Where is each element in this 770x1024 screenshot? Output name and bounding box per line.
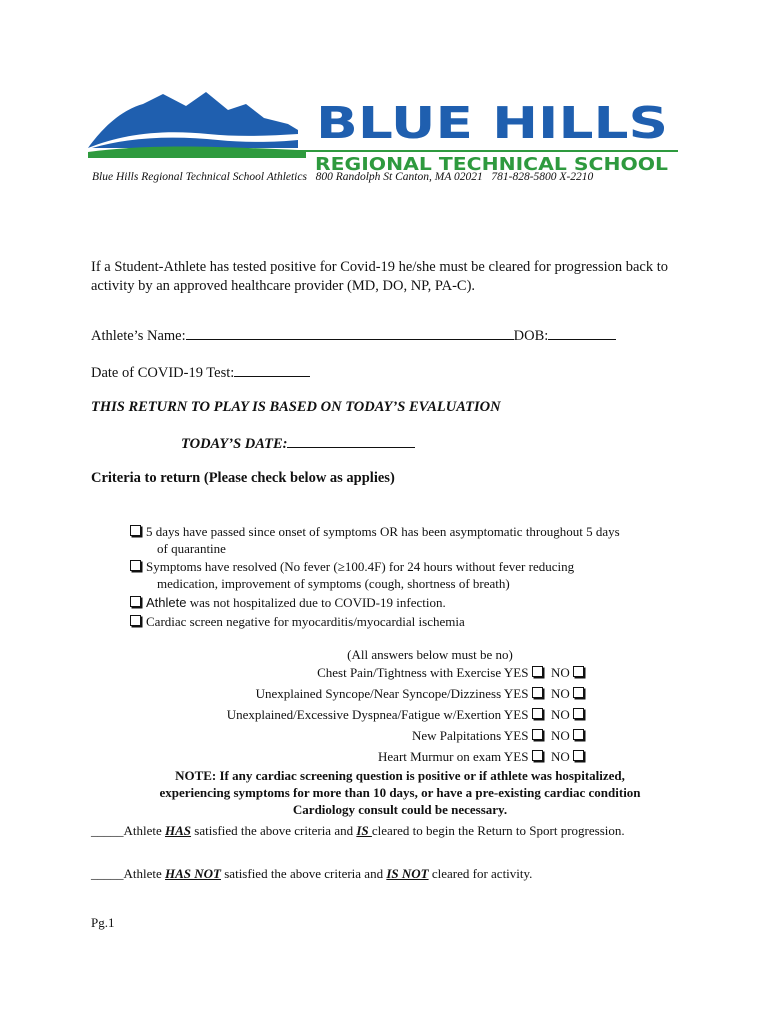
criteria-item-2 [130, 558, 574, 592]
dyspnea-yes-checkbox[interactable] [532, 708, 543, 719]
criteria-3-checkbox[interactable] [130, 596, 141, 607]
criteria-item-4 [130, 613, 465, 630]
question-chest-pain: Chest Pain/Tightness with Exercise [317, 665, 502, 680]
todays-date-label: TODAY’S DATE: [181, 436, 288, 452]
school-logo [88, 90, 678, 176]
not-cleared-has-not: HAS NOT [165, 866, 221, 881]
test-date-row [91, 363, 310, 383]
evaluation-heading: THIS RETURN TO PLAY IS BASED ON TODAY’S EVALUATION [91, 399, 501, 415]
cardiac-question-row [84, 685, 584, 702]
page-number: Pg.1 [91, 915, 115, 930]
cardiac-instruction: (All answers below must be no) [347, 647, 513, 662]
cleared-has: HAS [165, 823, 192, 838]
syncope-yes-checkbox[interactable] [532, 687, 543, 698]
criteria-heading: Criteria to return (Please check below as applies) [91, 470, 395, 486]
murmur-yes-checkbox[interactable] [532, 750, 543, 761]
cardiac-question-row [84, 727, 584, 744]
school-address-line: Blue Hills Regional Technical School Athletics 800 Randolph St Canton, MA 02021 781-828-5800 X-2210 [92, 171, 594, 183]
not-cleared-text: satisfied the above criteria and [221, 866, 387, 881]
criteria-1-checkbox[interactable] [130, 525, 141, 536]
criteria-item-3 [130, 594, 446, 611]
syncope-no-checkbox[interactable] [573, 687, 584, 698]
logo-sub-text: REGIONAL TECHNICAL SCHOOL [315, 154, 668, 175]
question-heart-murmur: Heart Murmur on exam [378, 749, 502, 764]
todays-date-field[interactable] [287, 434, 415, 448]
criteria-2-checkbox[interactable] [130, 560, 141, 571]
question-dyspnea: Unexplained/Excessive Dyspnea/Fatigue w/Exertion [226, 707, 502, 722]
question-palpitations: New Palpitations [411, 728, 502, 743]
cardiac-note-line: Cardiology consult could be necessary. [292, 802, 508, 817]
cardiac-question-row [84, 664, 584, 681]
yes-label: YES [503, 728, 529, 743]
criteria-3-prefix: Athlete [146, 595, 187, 610]
not-cleared-text: Athlete [123, 866, 166, 881]
test-date-field[interactable] [234, 363, 310, 377]
cardiac-question-row [84, 748, 584, 765]
cardiac-note [90, 767, 710, 818]
chest-pain-no-checkbox[interactable] [573, 666, 584, 677]
dob-label: DOB: [513, 328, 549, 344]
cleared-text: satisfied the above criteria and [191, 823, 357, 838]
not-cleared-is-not: IS NOT [386, 866, 429, 881]
chest-pain-yes-checkbox[interactable] [532, 666, 543, 677]
dyspnea-no-checkbox[interactable] [573, 708, 584, 719]
palpitations-no-checkbox[interactable] [573, 729, 584, 740]
athlete-name-row [91, 326, 616, 346]
cleared-text: cleared to begin the Return to Sport progression. [371, 823, 625, 838]
athlete-name-label: Athlete’s Name: [91, 328, 186, 344]
cardiac-note-line: NOTE: If any cardiac screening question is positive or if athlete was hospitalized, [175, 768, 625, 783]
question-syncope: Unexplained Syncope/Near Syncope/Dizziness [255, 686, 502, 701]
criteria-3-text: was not hospitalized due to COVID-19 infection. [186, 595, 446, 610]
cleared-initial-field[interactable]: _____ [91, 823, 124, 838]
criteria-4-text: Cardiac screen negative for myocarditis/myocardial ischemia [146, 614, 465, 629]
yes-label: YES [503, 665, 529, 680]
murmur-no-checkbox[interactable] [573, 750, 584, 761]
palpitations-yes-checkbox[interactable] [532, 729, 543, 740]
not-cleared-text: cleared for activity. [428, 866, 533, 881]
intro-paragraph: If a Student-Athlete has tested positive for Covid-19 he/she must be cleared for progression back to activity by an approved healthcare provider (MD, DO, NP, PA-C). [91, 259, 669, 294]
cardiac-questions [84, 664, 584, 765]
cleared-statement [91, 823, 625, 839]
criteria-4-checkbox[interactable] [130, 615, 141, 626]
criteria-1-text-cont: of quarantine [157, 541, 226, 556]
yes-label: YES [503, 686, 529, 701]
cleared-text: Athlete [123, 823, 166, 838]
yes-label: YES [503, 749, 529, 764]
dob-field[interactable] [548, 326, 616, 340]
criteria-item-1 [130, 523, 620, 557]
logo-main-text: BLUE HILLS [316, 98, 668, 149]
todays-date-row [181, 434, 415, 454]
not-cleared-initial-field[interactable]: _____ [91, 866, 124, 881]
criteria-2-text-cont: medication, improvement of symptoms (cough, shortness of breath) [157, 576, 510, 591]
cardiac-question-row [84, 706, 584, 723]
cardiac-note-line: experiencing symptoms for more than 10 days, or have a pre-existing cardiac condition [159, 785, 641, 800]
not-cleared-statement [91, 866, 532, 882]
no-label: NO [550, 749, 570, 764]
test-date-label: Date of COVID-19 Test: [91, 365, 235, 381]
no-label: NO [550, 728, 570, 743]
no-label: NO [550, 665, 570, 680]
yes-label: YES [503, 707, 529, 722]
cleared-is: IS [356, 823, 372, 838]
no-label: NO [550, 686, 570, 701]
criteria-1-text: 5 days have passed since onset of symptoms OR has been asymptomatic throughout 5 days [146, 524, 620, 539]
criteria-2-text: Symptoms have resolved (No fever (≥100.4F) for 24 hours without fever reducing [146, 559, 575, 574]
no-label: NO [550, 707, 570, 722]
athlete-name-field[interactable] [186, 326, 514, 340]
